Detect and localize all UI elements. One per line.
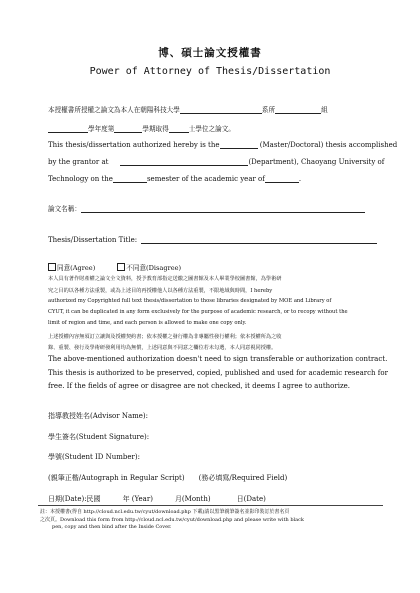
zh-para-line-2	[48, 123, 235, 133]
footnote-line: pen, copy and then bind after the Inside Cover.	[52, 524, 172, 530]
department-blank[interactable]	[180, 106, 262, 114]
degree-blank[interactable]	[169, 125, 189, 133]
autograph-row	[48, 473, 287, 483]
day-label: 日(Date)	[236, 495, 266, 503]
body-line: 究之目的以各種方法重製，或為上述目的再授權他人以各種方法重製，不限地域與時間，I hereby	[48, 288, 273, 294]
zh-para-text: 學年度第	[88, 125, 115, 133]
body-line: free. If the fields of agree or disagree are not checked, it deems I agree to authorize.	[48, 382, 351, 390]
agree-label: 同意(Agree)	[57, 264, 96, 272]
semester-blank[interactable]	[114, 125, 142, 133]
zh-para-text: 系所	[261, 106, 276, 114]
body-line: 本人具有著作財產權之論文全文資料，授予教育部指定送繳之圖書館及本人畢業學校圖書館，為學術研	[48, 276, 282, 282]
student-signature-label: 學生簽名(Student Signature):	[48, 433, 150, 441]
zh-para-text: 士學位之論文。	[188, 125, 235, 133]
zh-para-text: 本授權書所授權之論文為本人在朝陽科技大學	[48, 106, 180, 114]
date-label: 日期(Date):民國	[48, 495, 101, 503]
en-para-line-1	[48, 141, 397, 149]
en-para-text: semester of the academic year of	[146, 175, 265, 183]
thesis-title-zh-blank[interactable]	[81, 205, 365, 213]
year-label: 年 (Year)	[122, 495, 153, 503]
semester-en-blank[interactable]	[113, 175, 147, 183]
en-para-text: .	[298, 175, 302, 183]
footnote-line: 註：本授權書(得自 http://cloud.ncl.edu.tw/cyut/download.php 下載)請以黑筆親筆簽名並影印裝訂於書名頁	[40, 509, 290, 515]
body-line: authorized my Copyrighted full text thesis/dissertation to those libraries designated by MOE and Library of	[48, 298, 332, 304]
en-para-line-2	[48, 158, 384, 166]
title-chinese: 博、碩士論文授權書	[158, 47, 262, 59]
zh-para-text: 組	[321, 106, 328, 114]
zh-para-text: 學期取得	[142, 125, 169, 133]
thesis-title-en-row	[48, 236, 377, 244]
en-para-text: This thesis/dissertation authorized hereby is the	[48, 141, 220, 149]
degree-type-blank[interactable]	[220, 141, 258, 149]
body-line: 錄、重製、發行及學術研發利用均為無償，上述同意與不同意之欄位若未勾選，本人同意視同授權。	[48, 345, 277, 351]
required-note: (務必填寫/Required Field)	[198, 474, 288, 482]
body-line: This thesis is authorized to be preserved, copied, published and used for academic research for	[48, 369, 388, 377]
student-id-label: 學號(Student ID Number):	[48, 453, 140, 461]
agree-checkbox[interactable]	[48, 263, 56, 271]
body-line: CYUT, it can be duplicated in any form exclusively for the purpose of academic research, or to recopy without the	[48, 309, 348, 315]
en-para-text: Technology on the	[48, 175, 113, 183]
month-label: 月(Month)	[174, 495, 211, 503]
body-line: The above-mentioned authorization doesn't need to sign transferable or authorization contract.	[48, 355, 388, 363]
disagree-label: 不同意(Disagree)	[126, 264, 182, 272]
thesis-title-en-label: Thesis/Dissertation Title:	[48, 236, 138, 244]
thesis-title-en-blank[interactable]	[141, 236, 377, 244]
title-english: Power of Attorney of Thesis/Dissertation	[89, 66, 331, 77]
department-en-blank[interactable]	[120, 158, 248, 166]
footnote-line: 之次頁。Download this form from http://cloud.ncl.edu.tw/cyut/download.php and please write with black	[40, 517, 304, 523]
agree-options-row	[48, 262, 181, 272]
en-para-text: (Department), Chaoyang University of	[248, 158, 385, 166]
thesis-title-zh-row	[48, 203, 365, 213]
advisor-name-label: 指導教授姓名(Advisor Name):	[48, 412, 149, 420]
zh-para-line-1	[48, 104, 328, 114]
year-en-blank[interactable]	[265, 175, 302, 183]
body-line: 上述授權內容無須訂立讓與及授權契約書；依本授權之發行權為非專屬性發行權利；依本授權所為之收	[48, 334, 282, 340]
en-para-text: by the grantor at	[48, 158, 109, 166]
date-row	[48, 494, 266, 504]
group-blank[interactable]	[275, 106, 321, 114]
en-para-text: (Master/Doctoral) thesis accomplished	[257, 141, 398, 149]
thesis-title-zh-label: 論文名稱：	[48, 205, 81, 213]
footnote-divider	[38, 505, 383, 506]
disagree-checkbox[interactable]	[117, 263, 125, 271]
en-para-line-3	[48, 175, 301, 183]
body-line: limit of region and time, and each person is allowed to make one copy only.	[48, 320, 247, 326]
academic-year-blank[interactable]	[48, 125, 88, 133]
autograph-note: (親筆正楷/Autograph in Regular Script)	[48, 474, 185, 482]
